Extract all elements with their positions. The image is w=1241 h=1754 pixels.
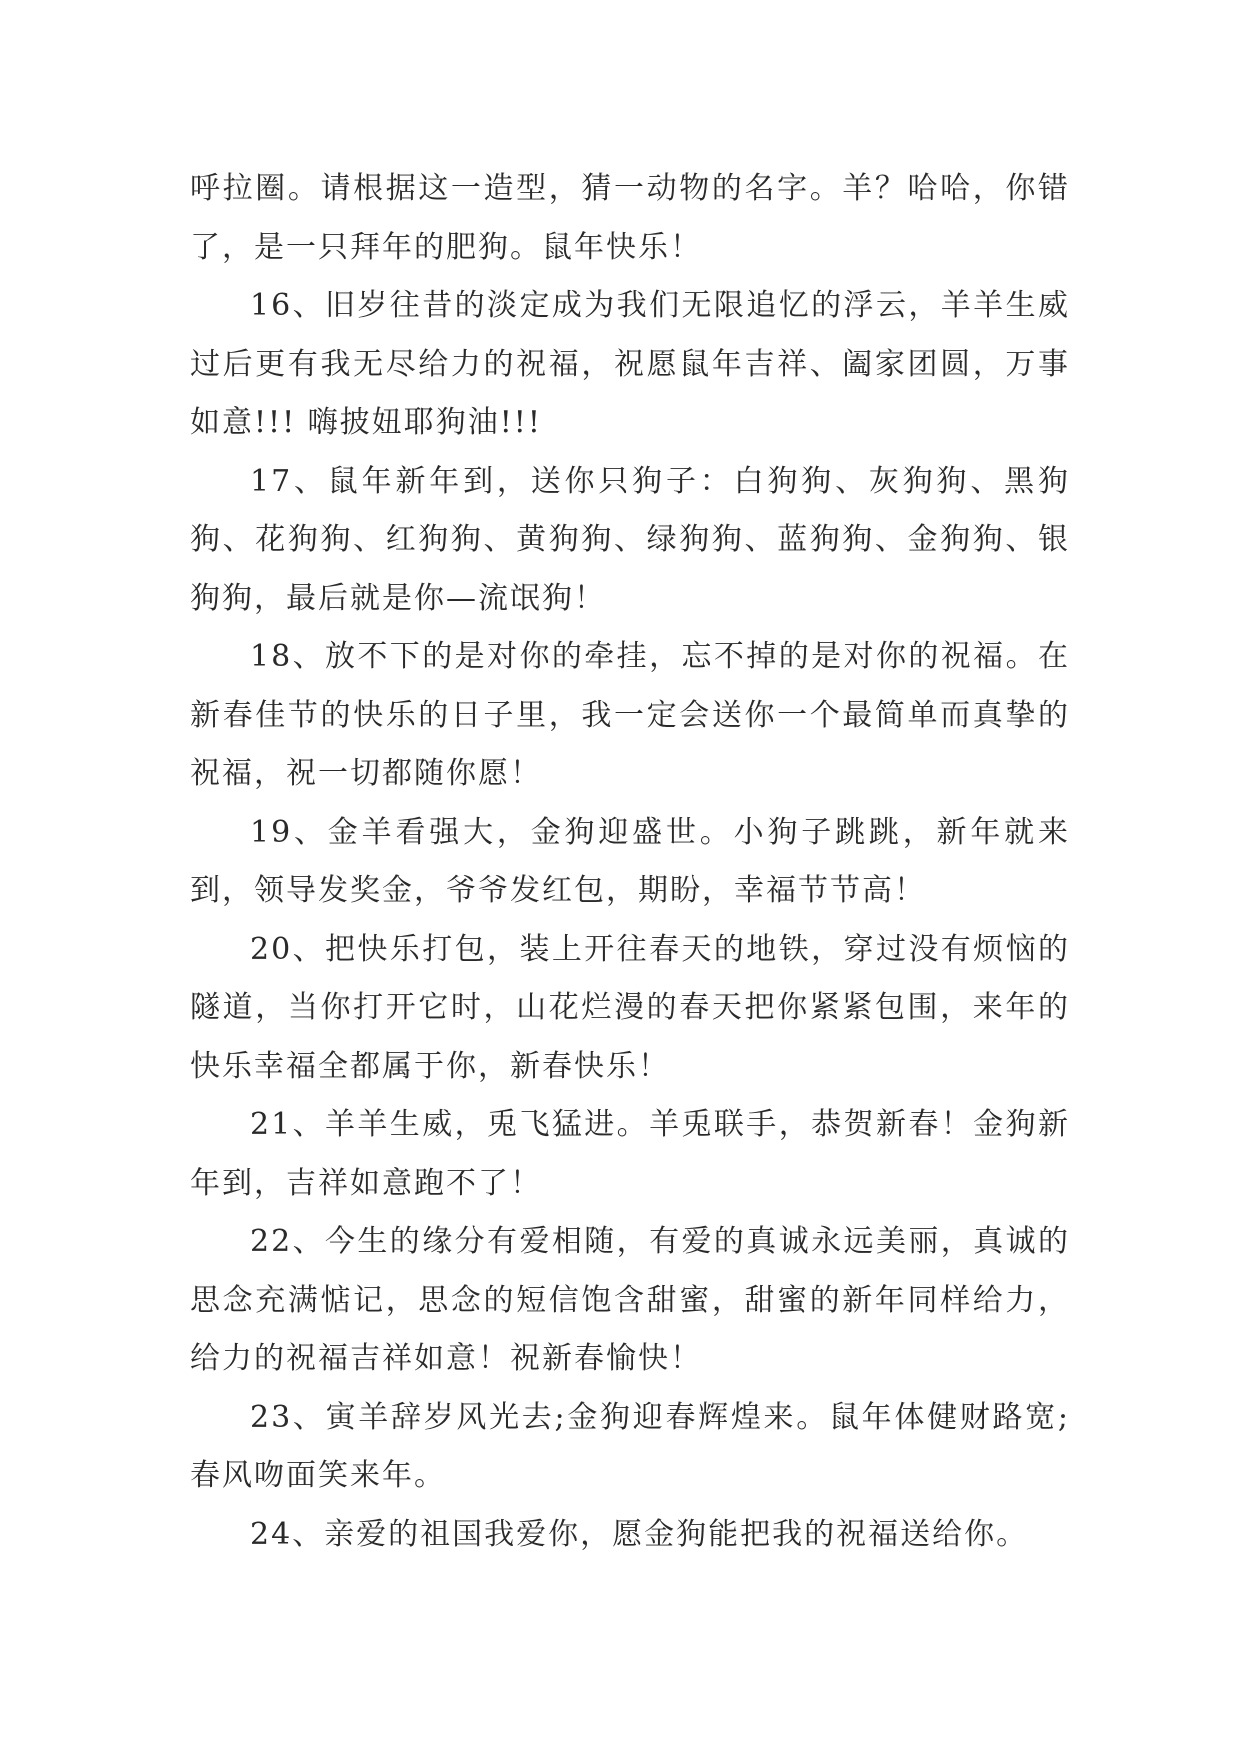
- paragraph-continuation: 呼拉圈。请根据这一造型，猜一动物的名字。羊？哈哈，你错了，是一只拜年的肥狗。鼠年快乐！: [190, 171, 1070, 265]
- paragraph-19: 19、金羊看强大，金狗迎盛世。小狗子跳跳，新年就来到，领导发奖金，爷爷发红包，期盼，幸福节节高！: [190, 814, 1070, 908]
- paragraph-24: 24、亲爱的祖国我爱你，愿金狗能把我的祝福送给你。: [250, 1516, 1029, 1552]
- paragraph-20: 20、把快乐打包，装上开往春天的地铁，穿过没有烦恼的隧道，当你打开它时，山花烂漫的春天把你紧紧包围，来年的快乐幸福全都属于你，新春快乐！: [190, 931, 1070, 1084]
- paragraph-17: 17、鼠年新年到，送你只狗子：白狗狗、灰狗狗、黑狗狗、花狗狗、红狗狗、黄狗狗、绿狗狗、蓝狗狗、金狗狗、银狗狗，最后就是你—流氓狗！: [190, 463, 1070, 616]
- paragraph-22: 22、今生的缘分有爱相随，有爱的真诚永远美丽，真诚的思念充满惦记，思念的短信饱含甜蜜，甜蜜的新年同样给力，给力的祝福吉祥如意！祝新春愉快！: [190, 1224, 1070, 1376]
- document-body: [190, 160, 1070, 1564]
- paragraph-23: 23、寅羊辞岁风光去;金狗迎春辉煌来。鼠年体健财路宽;春风吻面笑来年。: [190, 1399, 1070, 1493]
- paragraph-16: 16、旧岁往昔的淡定成为我们无限追忆的浮云，羊羊生威过后更有我无尽给力的祝福，祝愿鼠年吉祥、阖家团圆，万事如意!!! 嗨披妞耶狗油!!!: [190, 288, 1070, 440]
- paragraph-21: 21、羊羊生威，兎飞猛进。羊兎联手，恭贺新春！金狗新年到，吉祥如意跑不了！: [190, 1107, 1070, 1201]
- paragraph-18: 18、放不下的是对你的牵挂，忘不掉的是对你的祝福。在新春佳节的快乐的日子里，我一定会送你一个最简单而真挚的祝福，祝一切都随你愿！: [190, 639, 1070, 791]
